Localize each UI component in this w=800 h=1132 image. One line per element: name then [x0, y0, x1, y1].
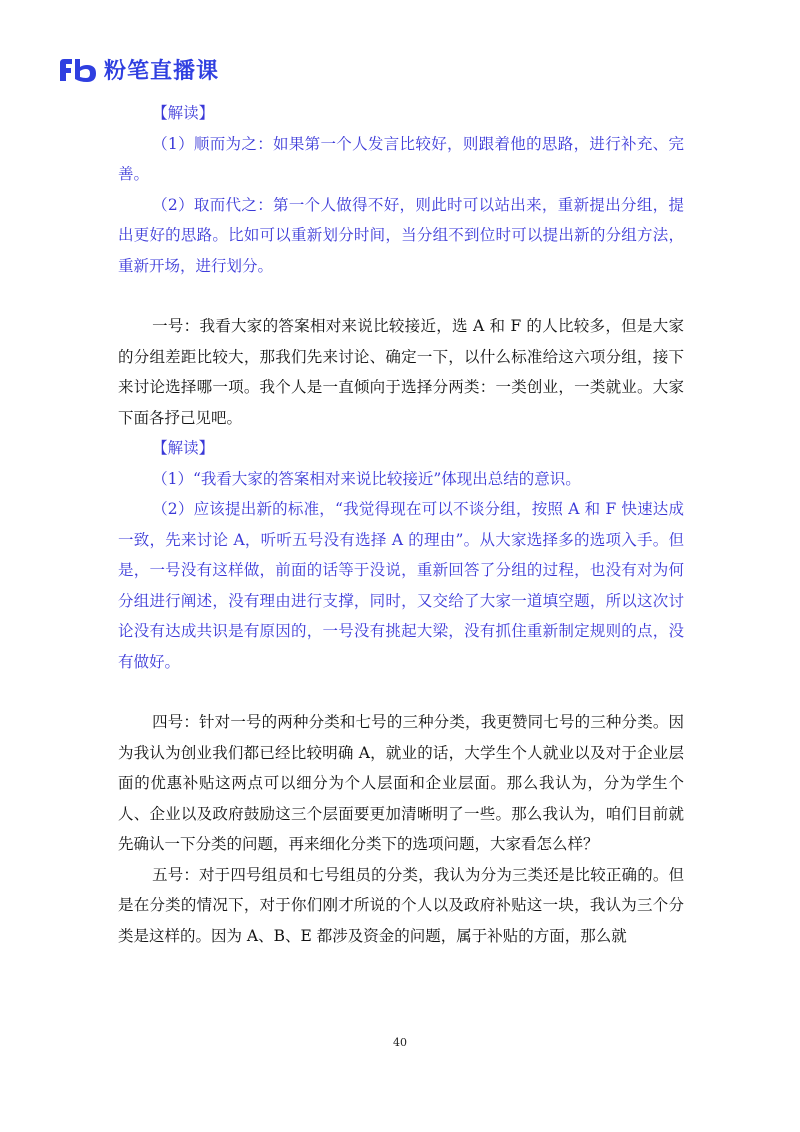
fb-logo-icon [58, 57, 98, 83]
transcript-paragraph: 一号：我看大家的答案相对来说比较接近，选 A 和 F 的人比较多，但是大家的分组差距比较大，那我们先来讨论、确定一下，以什么标准给这六项分组，接下来讨论选择哪一项。我个人是一直倾向于选择分两类：一类创业，一类就业。大家下面各抒己见吧。 [118, 317, 684, 427]
analysis-paragraph: （1）“我看大家的答案相对来说比较接近”体现出总结的意识。 [152, 469, 581, 488]
analysis-paragraph: （1）顺而为之：如果第一个人发言比较好，则跟着他的思路，进行补充、完善。 [118, 134, 684, 183]
analysis-paragraph: （2）应该提出新的标准，“我觉得现在可以不谈分组，按照 A 和 F 快速达成一致，先来讨论 A，听听五号没有选择 A 的理由”。从大家选择多的选项入手。但是，一号没有这样做，前面的话等于没说，重新回答了分组的过程，也没有对为何分组进行阐述，没有理由进行支撑，同时，又交给了大家一道填空题，所以这次讨论没有达成共识是有原因的，一号没有挑起大梁，没有抓住重新制定规则的点，没有做好。 [118, 500, 684, 671]
analysis-paragraph: （2）取而代之：第一个人做得不好，则此时可以站出来，重新提出分组，提出更好的思路。比如可以重新划分时间，当分组不到位时可以提出新的分组方法，重新开场，进行划分。 [118, 195, 684, 275]
brand-name: 粉笔直播课 [104, 59, 220, 84]
analysis-label: 【解读】 [152, 439, 215, 457]
transcript-paragraph: 五号：对于四号组员和七号组员的分类，我认为分为三类还是比较正确的。但是在分类的情况下，对于你们刚才所说的个人以及政府补贴这一块，我认为三个分类是这样的。因为 A、B、E 都涉及资金的问题，属于补贴的方面，那么就 [118, 865, 684, 945]
page-number: 40 [393, 1036, 407, 1049]
analysis-label: 【解读】 [152, 104, 215, 122]
transcript-paragraph: 四号：针对一号的两种分类和七号的三种分类，我更赞同七号的三种分类。因为我认为创业我们都已经比较明确 A，就业的话，大学生个人就业以及对于企业层面的优惠补贴这两点可以细分为个人层面和企业层面。那么我认为，分为学生个人、企业以及政府鼓励这三个层面要更加清晰明了一些。那么我认为，咱们目前就先确认一下分类的问题，再来细化分类下的选项问题，大家看怎么样？ [118, 713, 684, 853]
document-body [118, 98, 684, 951]
brand-logo [58, 54, 219, 85]
